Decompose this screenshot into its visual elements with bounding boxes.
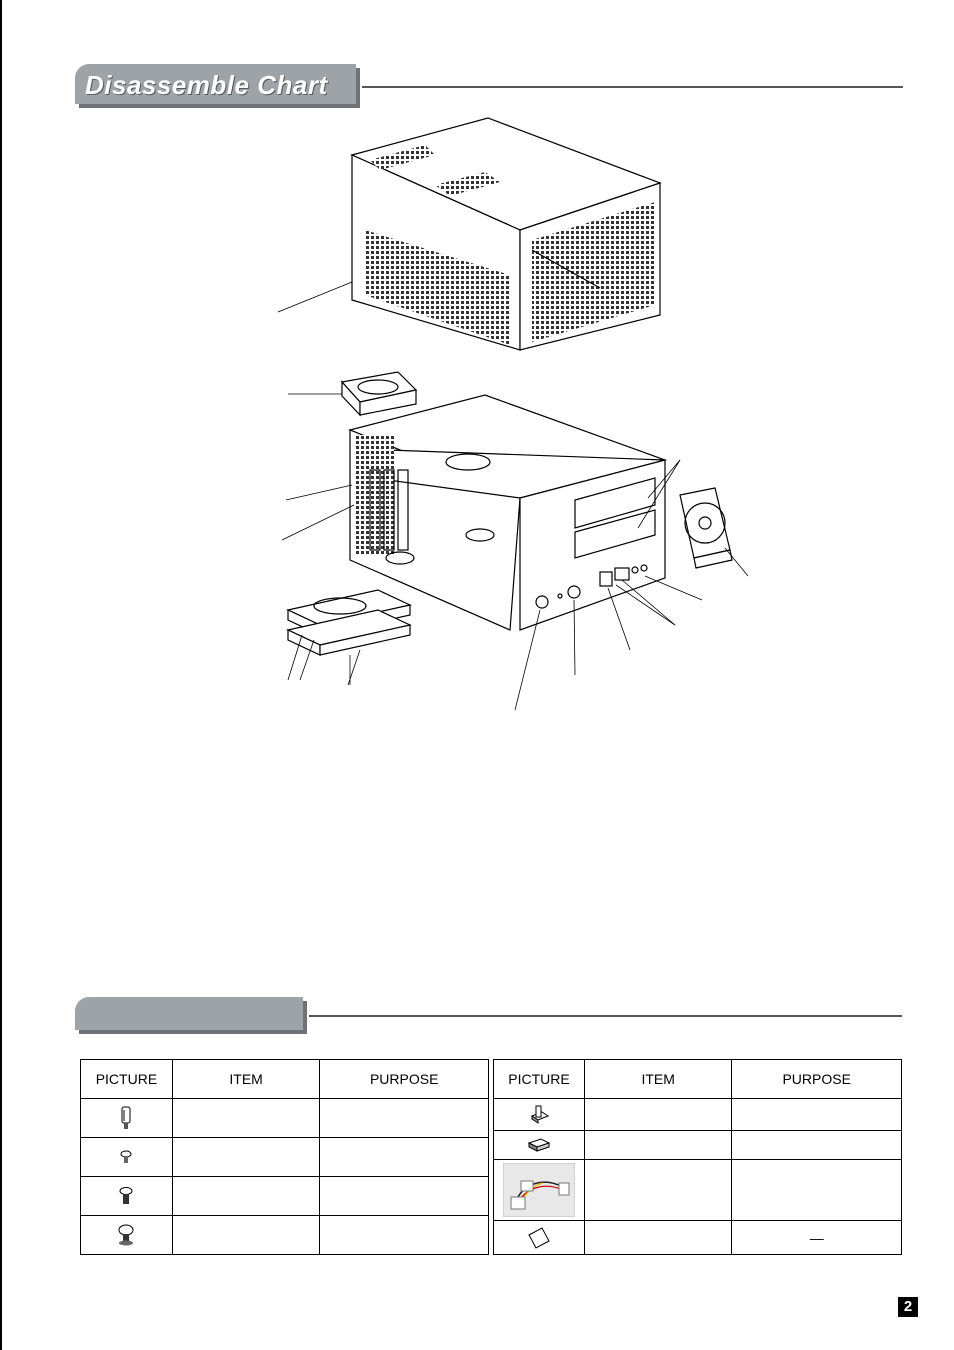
table-header-row [81, 1060, 489, 1099]
chassis [350, 395, 665, 630]
parts-table-right [493, 1059, 902, 1255]
table-row [494, 1131, 902, 1160]
parts-table-left [80, 1059, 489, 1255]
table-row [494, 1099, 902, 1131]
table-row [81, 1138, 489, 1177]
cable-clip-icon [526, 1136, 552, 1154]
exploded-case-diagram [270, 110, 760, 720]
column-header-purpose: PURPOSE [320, 1060, 489, 1099]
item-cell [172, 1099, 320, 1138]
table-header-row [494, 1060, 902, 1099]
item-cell [584, 1131, 732, 1160]
purpose-cell [320, 1138, 489, 1177]
section-title: Disassemble Chart [85, 70, 328, 100]
hard-drives [288, 590, 410, 655]
thumb-screw-icon [117, 1224, 135, 1246]
purpose-cell [732, 1131, 902, 1160]
column-header-picture: PICTURE [494, 1060, 585, 1099]
pad-icon [526, 1225, 552, 1251]
section-rule-2 [309, 1015, 902, 1017]
power-cable-photo-icon [503, 1163, 575, 1217]
item-cell [584, 1160, 732, 1221]
purpose-cell [732, 1160, 902, 1221]
case-screw-icon [119, 1187, 133, 1205]
column-header-item: ITEM [172, 1060, 320, 1099]
column-header-picture: PICTURE [81, 1060, 173, 1099]
column-header-item: ITEM [584, 1060, 732, 1099]
item-cell [584, 1099, 732, 1131]
small-screw-icon [120, 1150, 132, 1164]
table-row [81, 1216, 489, 1255]
column-header-purpose: PURPOSE [732, 1060, 902, 1099]
top-cover [352, 118, 660, 350]
item-cell [172, 1138, 320, 1177]
purpose-cell [732, 1099, 902, 1131]
section-header-tab [75, 64, 356, 104]
page-number: 2 [898, 1297, 918, 1317]
table-row [494, 1160, 902, 1221]
front-fan [680, 488, 732, 568]
item-cell [172, 1177, 320, 1216]
item-cell [584, 1221, 732, 1255]
purpose-cell [320, 1216, 489, 1255]
cable-tie-mount-icon [528, 1104, 550, 1126]
section-header-tab-2 [75, 997, 303, 1030]
standoff-screw-icon [119, 1106, 133, 1130]
purpose-cell: — [732, 1221, 902, 1255]
table-row [81, 1177, 489, 1216]
page-edge-line [0, 0, 2, 1350]
table-row [494, 1221, 902, 1255]
table-row [81, 1099, 489, 1138]
item-cell [172, 1216, 320, 1255]
purpose-cell [320, 1177, 489, 1216]
top-fan [342, 372, 416, 415]
purpose-cell [320, 1099, 489, 1138]
section-rule [362, 86, 903, 88]
